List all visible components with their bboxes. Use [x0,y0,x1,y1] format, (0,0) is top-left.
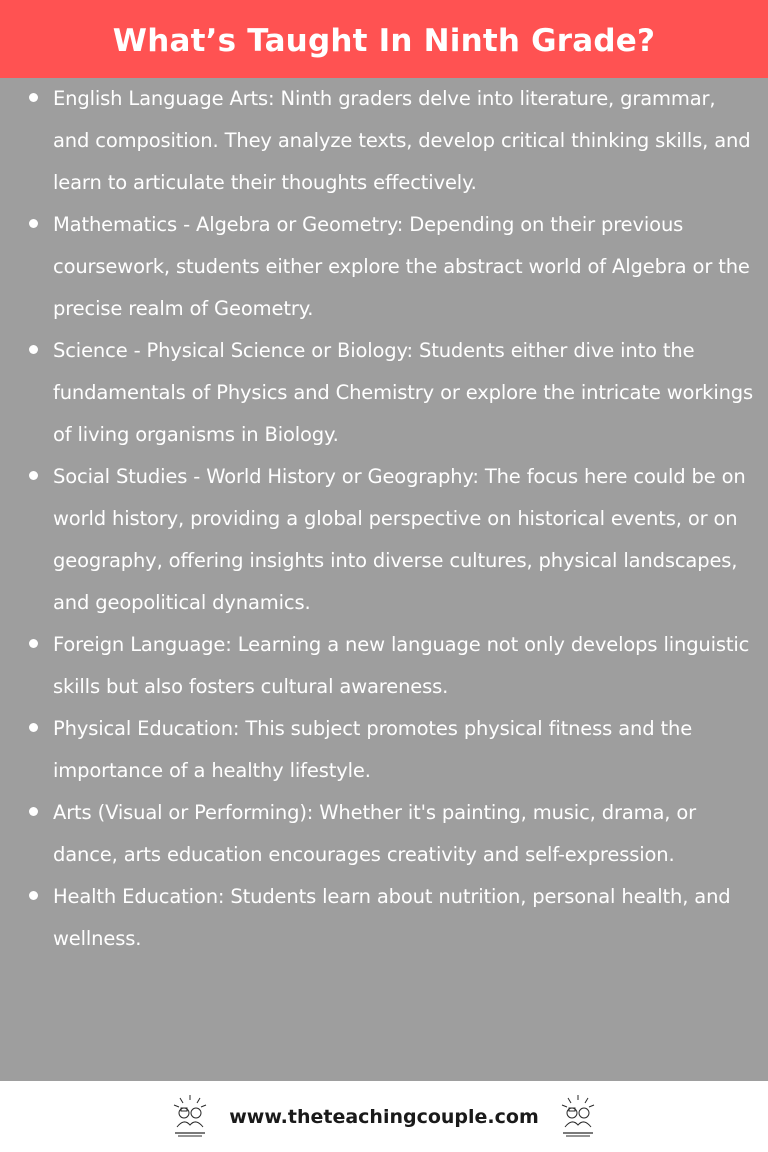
bullet-icon [29,639,38,648]
list-item [53,876,754,960]
bullet-icon [29,93,38,102]
list-item [53,792,754,876]
list-item [53,624,754,708]
list-item [53,78,754,204]
bullet-icon [29,219,38,228]
list-item-text: Arts (Visual or Performing): Whether it's painting, music, drama, or dance, arts education encourages creativity and self-expression. [53,801,697,866]
list-item [53,204,754,330]
page-title: What’s Taught In Ninth Grade? [112,23,656,59]
footer-bar [0,1081,768,1152]
list-item-text: Physical Education: This subject promotes physical fitness and the importance of a healthy lifestyle. [53,717,693,782]
content-area [0,78,768,1081]
bullet-icon [29,807,38,816]
list-item [53,456,754,624]
teaching-couple-logo-icon [169,1093,211,1141]
subject-list [0,78,754,960]
list-item-text: Health Education: Students learn about nutrition, personal health, and wellness. [53,885,731,950]
list-item-text: English Language Arts: Ninth graders delve into literature, grammar, and composition. They analyze texts, develop critical thinking skills, and learn to articulate their thoughts effectively. [53,87,751,194]
header-banner [0,0,768,78]
website-url[interactable]: www.theteachingcouple.com [229,1105,539,1128]
list-item-text: Social Studies - World History or Geography: The focus here could be on world history, providing a global perspective on historical events, or on geography, offering insights into diverse cultures, physical landscapes, and geopolitical dynamics. [53,465,746,614]
list-item-text: Foreign Language: Learning a new language not only develops linguistic skills but also fosters cultural awareness. [53,633,750,698]
bullet-icon [29,345,38,354]
list-item-text: Mathematics - Algebra or Geometry: Depending on their previous coursework, students either explore the abstract world of Algebra or the precise realm of Geometry. [53,213,750,320]
list-item [53,330,754,456]
teaching-couple-logo-icon [557,1093,599,1141]
bullet-icon [29,471,38,480]
bullet-icon [29,891,38,900]
bullet-icon [29,723,38,732]
list-item [53,708,754,792]
list-item-text: Science - Physical Science or Biology: Students either dive into the fundamentals of Physics and Chemistry or explore the intricate workings of living organisms in Biology. [53,339,754,446]
